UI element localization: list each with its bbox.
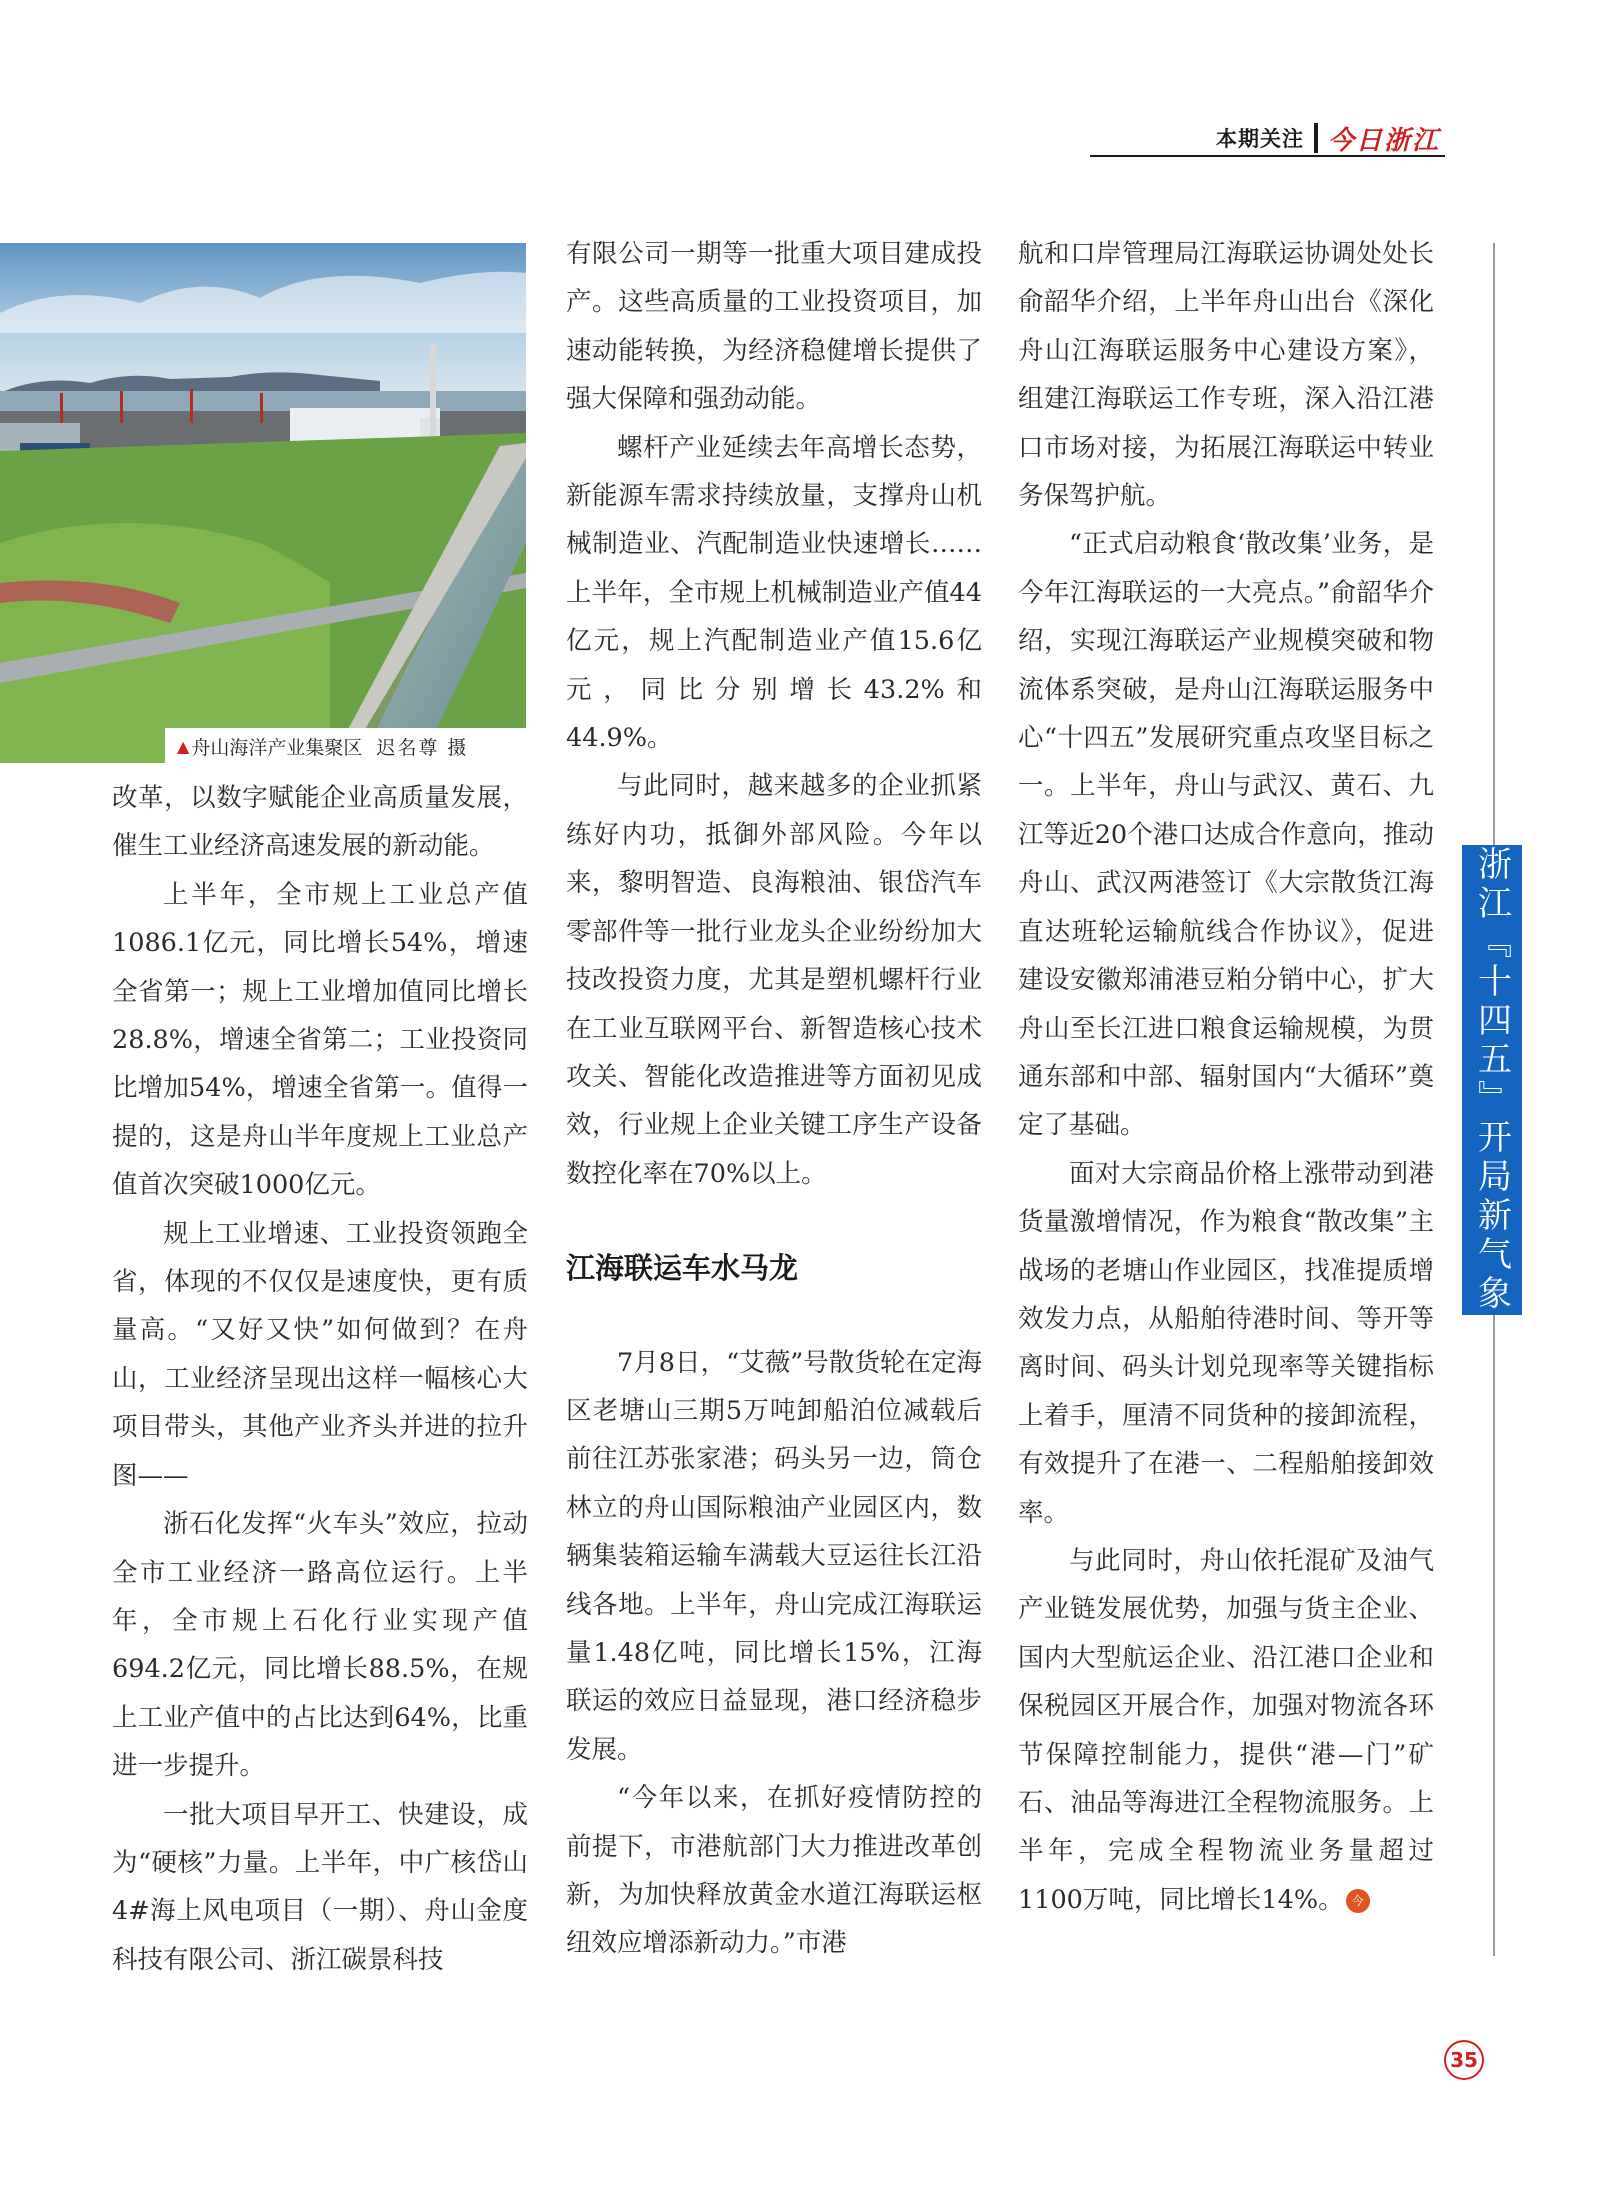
header-divider: [1314, 123, 1318, 153]
paragraph: 螺杆产业延续去年高增长态势，新能源车需求持续放量，支撑舟山机械制造业、汽配制造业快速增长……上半年，全市规上机械制造业产值44亿元，规上汽配制造业产值15.6亿元，同比分别增长43.2%和44.9%。: [566, 432, 982, 754]
article-end-icon: 今: [1346, 1889, 1370, 1913]
paragraph: 改革，以数字赋能企业高质量发展，催生工业经济高速发展的新动能。: [112, 783, 528, 862]
paragraph: 一批大项目早开工、快建设，成为“硬核”力量。上半年，中广核岱山4#海上风电项目（一期）、舟山金度科技有限公司、浙江碳景科技: [112, 1799, 528, 1975]
section-side-tab: [1462, 845, 1522, 1315]
paragraph: “今年以来，在抓好疫情防控的前提下，市港航部门大力推进改革创新，为加快释放黄金水道江海联运枢纽效应增添新动力。”市港: [566, 1783, 982, 1959]
article-column-1: [112, 774, 528, 1984]
article-column-3: [1018, 230, 1434, 1924]
paragraph: 与此同时，越来越多的企业抓紧练好内功，抵御外部风险。今年以来，黎明智造、良海粮油、银岱汽车零部件等一批行业龙头企业纷纷加大技改投资力度，尤其是塑机螺杆行业在工业互联网平台、新智造核心技术攻关、智能化改造推进等方面初见成效，行业规上企业关键工序生产设备数控化率在70%以上。: [566, 771, 982, 1189]
page-number: 35: [1444, 2040, 1484, 2080]
paragraph: 面对大宗商品价格上涨带动到港货量激增情况，作为粮食“散改集”主战场的老塘山作业园区，找准提质增效发力点，从船舶待港时间、等开等离时间、码头计划兑现率等关键指标上着手，厘清不同货种的接卸流程，有效提升了在港一、二程船舶接卸效率。: [1018, 1158, 1434, 1528]
photo-credit: 迟名尊 摄: [376, 736, 469, 759]
page-header: [1216, 118, 1440, 158]
paragraph: 浙石化发挥“火车头”效应，拉动全市工业经济一路高位运行。上半年，全市规上石化行业实现产值694.2亿元，同比增长88.5%，在规上工业产值中的占比达到64%，比重进一步提升。: [112, 1509, 528, 1782]
section-label: 本期关注: [1215, 127, 1304, 151]
industrial-zone-photo: [0, 243, 526, 763]
aerial-photo-illustration: [0, 243, 526, 763]
paragraph: 规上工业增速、工业投资领跑全省，体现的不仅仅是速度快，更有质量高。“又好又快”如何做到？在舟山，工业经济呈现出这样一幅核心大项目带头，其他产业齐头并进的拉升图——: [112, 1218, 528, 1491]
caption-triangle-icon: ▲: [177, 736, 190, 756]
article-column-2: [566, 230, 982, 1968]
paragraph: “正式启动粮食‘散改集’业务，是今年江海联运的一大亮点。”俞韶华介绍，实现江海联运产业规模突破和物流体系突破，是舟山江海联运服务中心“十四五”发展研究重点攻坚目标之一。上半年，舟山与武汉、黄石、九江等近20个港口达成合作意向，推动舟山、武汉两港签订《大宗散货江海直达班轮运输航线合作协议》，促进建设安徽郑浦港豆粕分销中心，扩大舟山至长江进口粮食运输规模，为贯通东部和中部、辐射国内“大循环”奠定了基础。: [1018, 529, 1434, 1141]
paragraph-text: 与此同时，舟山依托混矿及油气产业链发展优势，加强与货主企业、国内大型航运企业、沿江港口企业和保税园区开展合作，加强对物流各环节保障控制能力，提供“港—门”矿石、油品等海进江全程物流服务。上半年，完成全程物流业务量超过1100万吨，同比增长14%。: [1018, 1545, 1434, 1915]
header-rule: [1090, 155, 1445, 157]
magazine-brand-logo: 今日浙江: [1327, 125, 1440, 156]
photo-caption: [165, 728, 526, 764]
paragraph: 上半年，全市规上工业总产值1086.1亿元，同比增长54%，增速全省第一；规上工业增加值同比增长28.8%，增速全省第二；工业投资同比增加54%，增速全省第一。值得一提的，这是舟山半年度规上工业总产值首次突破1000亿元。: [112, 879, 528, 1201]
caption-text: 舟山海洋产业集聚区: [191, 736, 363, 759]
paragraph: 航和口岸管理局江海联运协调处处长俞韶华介绍，上半年舟山出台《深化舟山江海联运服务中心建设方案》，组建江海联运工作专班，深入沿江港口市场对接，为拓展江海联运中转业务保驾护航。: [1018, 239, 1434, 512]
side-tab-text: 浙江『十四五』开局新气象: [1471, 846, 1512, 1314]
paragraph: 7月8日，“艾薇”号散货轮在定海区老塘山三期5万吨卸船泊位减载后前往江苏张家港；码头另一边，筒仓林立的舟山国际粮油产业园区内，数辆集装箱运输车满载大豆运往长江沿线各地。上半年，舟山完成江海联运量1.48亿吨，同比增长15%，江海联运的效应日益显现，港口经济稳步发展。: [566, 1347, 982, 1765]
paragraph: [1018, 1537, 1434, 1924]
paragraph: 有限公司一期等一批重大项目建成投产。这些高质量的工业投资项目，加速动能转换，为经济稳健增长提供了强大保障和强劲动能。: [566, 239, 982, 415]
section-subheading: 江海联运车水马龙: [566, 1251, 799, 1286]
